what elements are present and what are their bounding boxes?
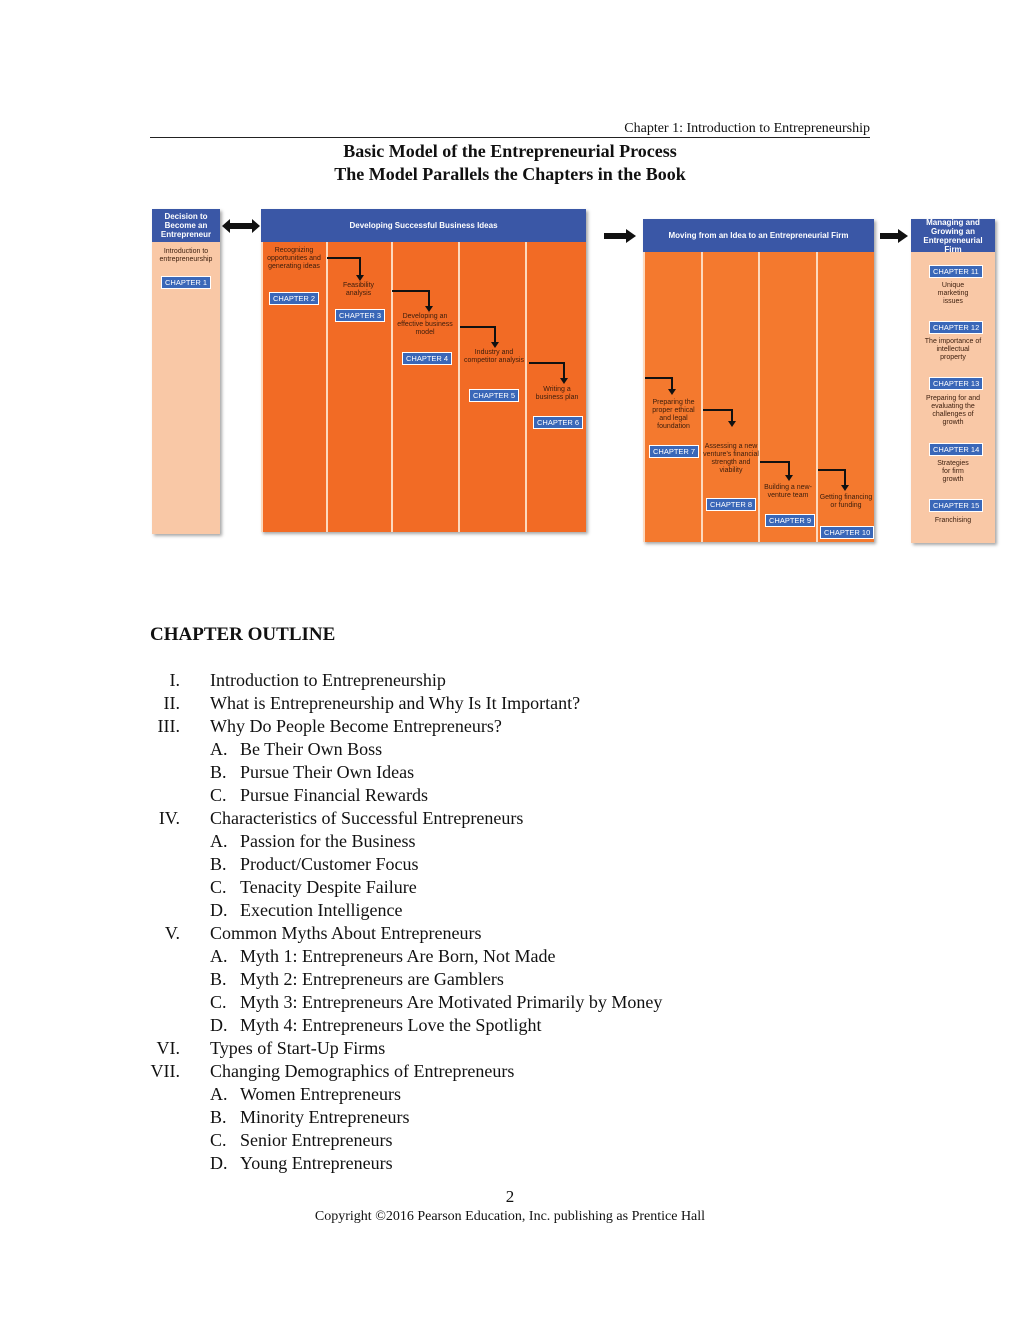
chapter-outline-heading: CHAPTER OUTLINE xyxy=(150,624,336,645)
chapter-badge: CHAPTER 1 xyxy=(161,276,211,289)
arrow-right-icon xyxy=(880,229,908,243)
outline-subitem-text: Myth 1: Entrepreneurs Are Born, Not Made xyxy=(240,946,556,966)
outline-subitem-text: Passion for the Business xyxy=(240,831,416,851)
outline-letter: B. xyxy=(210,969,227,989)
outline-letter: A. xyxy=(210,739,228,759)
chapter-badge: CHAPTER 7 xyxy=(649,445,699,458)
column-divider xyxy=(391,242,458,532)
decision-panel xyxy=(152,209,220,534)
outline-subitem-text: Myth 2: Entrepreneurs are Gamblers xyxy=(240,969,504,989)
step-text: Preparing the proper ethical and legal foundation xyxy=(652,399,695,430)
step-arrow-head xyxy=(668,389,676,395)
outline-letter: C. xyxy=(210,992,227,1012)
outline-letter: B. xyxy=(210,1107,227,1127)
outline-numeral: II. xyxy=(163,693,180,713)
outline-letter: D. xyxy=(210,900,228,920)
outline-numeral: VII. xyxy=(150,1061,180,1081)
outline-letter: B. xyxy=(210,762,227,782)
outline-letter: D. xyxy=(210,1153,228,1173)
outline-item-text: Introduction to Entrepreneurship xyxy=(210,670,446,690)
managing-item-text: Strategies for firm growth xyxy=(937,460,969,483)
chapter-badge: CHAPTER 4 xyxy=(402,352,452,365)
running-header-title: Chapter 1: Introduction to Entrepreneurship xyxy=(624,121,870,136)
step-text: Getting financing or funding xyxy=(819,494,873,509)
managing-item-text: The importance of intellectual property xyxy=(924,338,982,361)
developing-panel-head: Developing Successful Business Ideas xyxy=(261,209,586,242)
outline-numeral: IV. xyxy=(158,808,180,828)
outline-subitem-text: Minority Entrepreneurs xyxy=(240,1107,410,1127)
step-text: Feasibility analysis xyxy=(342,282,375,297)
step-text: Building a new-venture team xyxy=(764,484,812,499)
step-text: Industry and competitor analysis xyxy=(464,349,524,364)
step-arrow-head xyxy=(841,485,849,491)
figure-subtitle: The Model Parallels the Chapters in the Book xyxy=(334,164,686,184)
outline-numeral: III. xyxy=(157,716,180,736)
step-text: Assessing a new venture's financial strength and viability xyxy=(703,443,759,474)
outline-item-text: Why Do People Become Entrepreneurs? xyxy=(210,716,502,736)
moving-panel-head: Moving from an Idea to an Entrepreneurial Firm xyxy=(643,219,874,252)
chapter-badge: CHAPTER 3 xyxy=(335,309,385,322)
figure-title: Basic Model of the Entrepreneurial Process xyxy=(343,141,677,161)
chapter-badge: CHAPTER 15 xyxy=(929,499,983,512)
outline-letter: C. xyxy=(210,877,227,897)
outline-letter: D. xyxy=(210,1015,228,1035)
outline-subitem-text: Pursue Financial Rewards xyxy=(240,785,428,805)
column-divider xyxy=(261,242,328,532)
managing-item-text: Franchising xyxy=(934,517,972,524)
outline-subitem-text: Myth 3: Entrepreneurs Are Motivated Primarily by Money xyxy=(240,992,663,1012)
double-arrow-icon xyxy=(222,219,260,233)
outline-subitem-text: Product/Customer Focus xyxy=(240,854,419,874)
step-text: Recognizing opportunities and generating ideas xyxy=(267,247,321,270)
outline-subitem-text: Senior Entrepreneurs xyxy=(240,1130,393,1150)
chapter-badge: CHAPTER 10 xyxy=(820,526,874,539)
outline-subitem-text: Pursue Their Own Ideas xyxy=(240,762,415,782)
outline-letter: A. xyxy=(210,946,228,966)
outline-subitem-text: Myth 4: Entrepreneurs Love the Spotlight xyxy=(240,1015,542,1035)
chapter-badge: CHAPTER 2 xyxy=(269,292,319,305)
outline-numeral: VI. xyxy=(156,1038,180,1058)
chapter-badge: CHAPTER 9 xyxy=(765,514,815,527)
step-arrow-head xyxy=(785,475,793,481)
decision-text: Introduction to entrepreneurship xyxy=(159,248,213,263)
chapter-badge: CHAPTER 13 xyxy=(929,377,983,390)
outline-letter: A. xyxy=(210,831,228,851)
column-divider xyxy=(643,252,703,542)
outline-subitem-text: Execution Intelligence xyxy=(240,900,403,920)
outline-subitem-text: Tenacity Despite Failure xyxy=(240,877,417,897)
step-arrow-head xyxy=(425,306,433,312)
outline-numeral: V. xyxy=(164,923,180,943)
outline-numeral: I. xyxy=(169,670,180,690)
moving-panel xyxy=(643,219,874,542)
chapter-badge: CHAPTER 11 xyxy=(929,265,983,278)
outline-item-text: Types of Start-Up Firms xyxy=(210,1038,386,1058)
chapter-badge: CHAPTER 8 xyxy=(706,498,756,511)
outline-item-text: Common Myths About Entrepreneurs xyxy=(210,923,482,943)
step-arrow-head xyxy=(728,421,736,427)
outline-subitem-text: Be Their Own Boss xyxy=(240,739,383,759)
step-text: Writing a business plan xyxy=(535,386,579,401)
outline-subitem-text: Young Entrepreneurs xyxy=(240,1153,393,1173)
step-text: Developing an effective business model xyxy=(397,313,453,336)
page-number: 2 xyxy=(505,1187,515,1206)
chapter-badge: CHAPTER 6 xyxy=(533,416,583,429)
column-divider xyxy=(458,242,525,532)
developing-panel xyxy=(261,209,586,532)
outline-item-text: What is Entrepreneurship and Why Is It Important? xyxy=(210,693,581,713)
copyright-notice: Copyright ©2016 Pearson Education, Inc. publishing as Prentice Hall xyxy=(314,1209,706,1224)
outline-letter: A. xyxy=(210,1084,228,1104)
outline-letter: C. xyxy=(210,1130,227,1150)
managing-panel-head: Managing and Growing an Entrepreneurial Firm xyxy=(911,219,995,252)
chapter-badge: CHAPTER 5 xyxy=(469,389,519,402)
step-arrow-head xyxy=(491,342,499,348)
managing-item-text: Preparing for and evaluating the challenges of growth xyxy=(925,395,981,426)
outline-item-text: Characteristics of Successful Entrepreneurs xyxy=(210,808,524,828)
running-header xyxy=(150,121,870,138)
outline-letter: B. xyxy=(210,854,227,874)
managing-panel xyxy=(911,219,995,543)
outline-item-text: Changing Demographics of Entrepreneurs xyxy=(210,1061,515,1081)
outline-subitem-text: Women Entrepreneurs xyxy=(240,1084,401,1104)
decision-panel-head: Decision to Become an Entrepreneur xyxy=(152,209,220,242)
chapter-badge: CHAPTER 14 xyxy=(929,443,983,456)
step-arrow-head xyxy=(356,275,364,281)
chapter-badge: CHAPTER 12 xyxy=(929,321,983,334)
step-arrow-head xyxy=(560,378,568,384)
arrow-right-icon xyxy=(604,229,636,243)
outline-letter: C. xyxy=(210,785,227,805)
managing-item-text: Unique marketing issues xyxy=(937,282,969,305)
